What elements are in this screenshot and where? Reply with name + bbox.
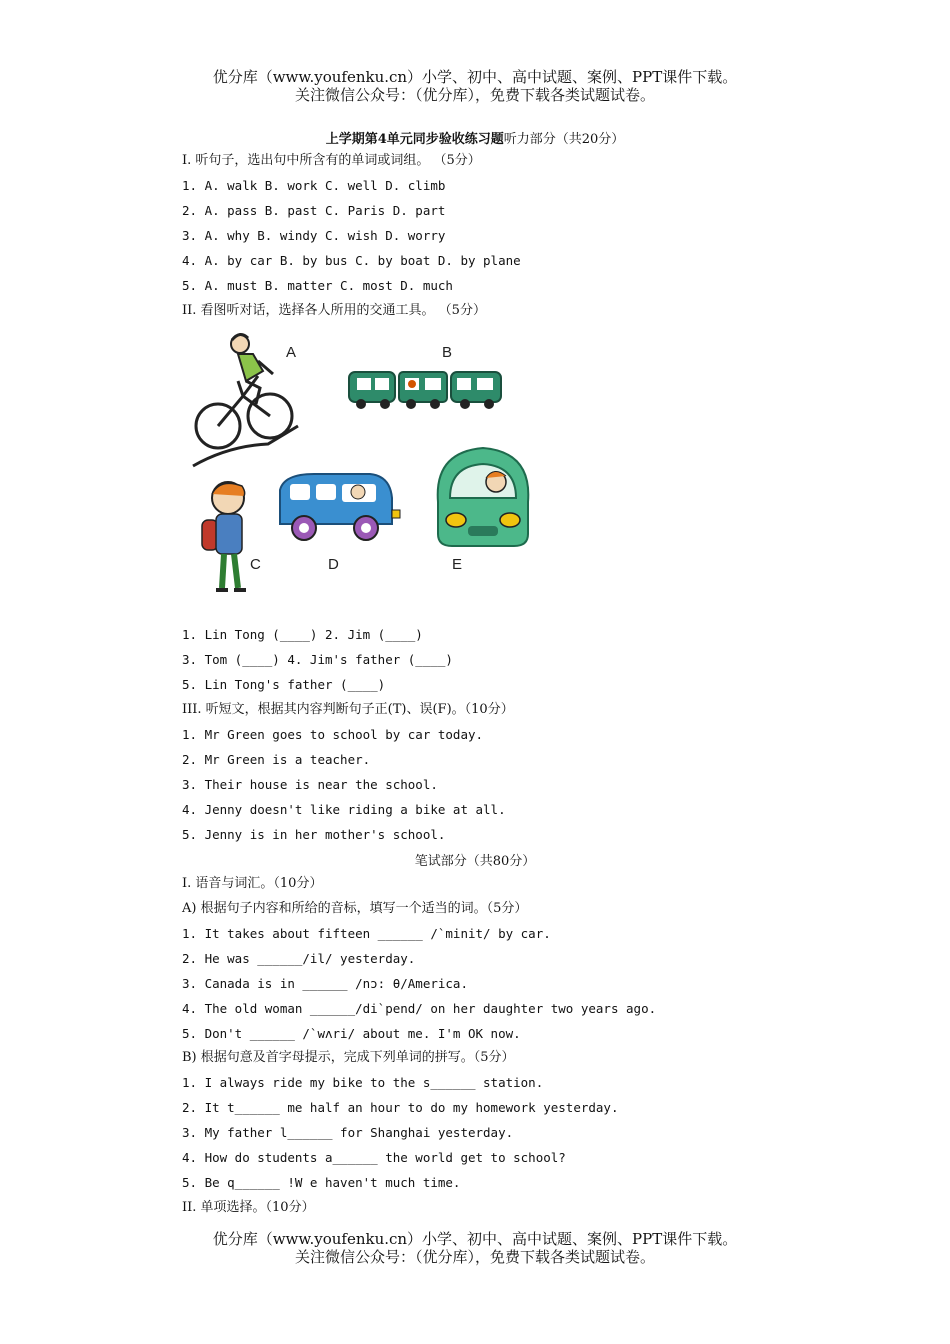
bus-picture [274,470,404,550]
list-item: 3. My father l______ for Shanghai yesterday. [182,1125,514,1140]
site-header [0,68,950,104]
list-item: 3. A. why B. windy C. wish D. worry [182,228,446,243]
part1-heading: I. 听句子，选出句中所含有的单词或词组。 （5分） [182,153,481,168]
list-item: 4. The old woman ______/di`pend/ on her daughter two years ago. [182,1001,657,1016]
picture-label-a: A [286,344,297,361]
picture-label-e: E [452,556,463,573]
part3-heading: III. 听短文，根据其内容判断句子正(T)、误(F)。（10分） [182,702,514,717]
car-picture [428,442,538,554]
list-item: 2. He was ______/il/ yesterday. [182,951,416,966]
list-item: 3. Tom (____) 4. Jim's father (____) [182,652,453,667]
site-header-line1: 优分库（www.youfenku.cn）小学、初中、高中试题、案例、PPT课件下载。 [212,68,738,86]
title-rest: 听力部分（共20分） [503,132,625,147]
list-item: 5. Don't ______ /`wʌri/ about me. I'm OK now. [182,1026,521,1041]
picture-label-c: C [250,556,261,573]
section1-heading: I. 语音与词汇。（10分） [182,876,323,891]
list-item: 5. Be q______ !W e haven't much time. [182,1175,461,1190]
transport-pictures [180,322,560,602]
list-item: 5. A. must B. matter C. most D. much [182,278,453,293]
subsection-b-heading: B) 根据句意及首字母提示，完成下列单词的拼写。（5分） [182,1050,515,1065]
page-title [0,128,950,147]
list-item: 1. Lin Tong (____) 2. Jim (____) [182,627,423,642]
site-footer [0,1230,950,1266]
list-item: 1. A. walk B. work C. well D. climb [182,178,446,193]
picture-label-d: D [328,556,339,573]
list-item: 4. How do students a______ the world get to school? [182,1150,566,1165]
train-picture [345,366,505,412]
list-item: 3. Canada is in ______ /nɔ: θ/America. [182,976,468,991]
site-header-line2: 关注微信公众号：（优分库），免费下载各类试题试卷。 [294,86,655,104]
list-item: 1. I always ride my bike to the s______ station. [182,1075,544,1090]
written-part-heading: 笔试部分（共80分） [414,854,536,869]
site-footer-line2: 关注微信公众号：（优分库），免费下载各类试题试卷。 [294,1248,655,1266]
list-item: 2. A. pass B. past C. Paris D. part [182,203,446,218]
boy-walking-picture [198,478,258,596]
list-item: 4. Jenny doesn't like riding a bike at all. [182,802,506,817]
list-item: 2. It t______ me half an hour to do my homework yesterday. [182,1100,619,1115]
list-item: 1. Mr Green goes to school by car today. [182,727,484,742]
list-item: 1. It takes about fifteen ______ /`minit/ by car. [182,926,551,941]
part2-heading: II. 看图听对话，选择各人所用的交通工具。 （5分） [182,303,486,318]
picture-label-b: B [442,344,453,361]
list-item: 2. Mr Green is a teacher. [182,752,371,767]
list-item: 5. Jenny is in her mother's school. [182,827,446,842]
title-bold: 上学期第4单元同步验收练习题 [325,132,504,147]
list-item: 5. Lin Tong's father (____) [182,677,386,692]
list-item: 4. A. by car B. by bus C. by boat D. by plane [182,253,521,268]
section2-heading: II. 单项选择。（10分） [182,1200,315,1215]
subsection-a-heading: A) 根据句子内容和所给的音标，填写一个适当的词。（5分） [182,901,528,916]
site-footer-line1: 优分库（www.youfenku.cn）小学、初中、高中试题、案例、PPT课件下载。 [212,1230,738,1248]
list-item: 3. Their house is near the school. [182,777,438,792]
